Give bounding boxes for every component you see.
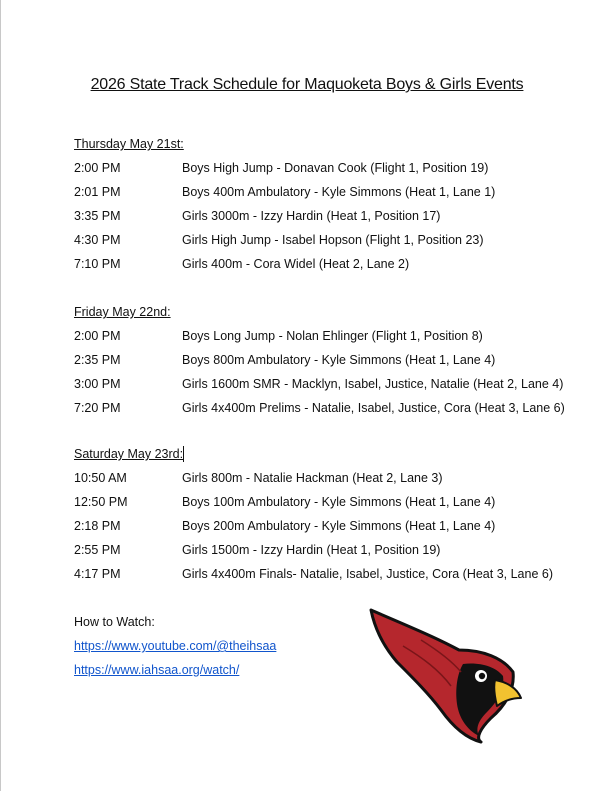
schedule-row: [74, 184, 554, 208]
iahsaa-watch-link[interactable]: https://www.iahsaa.org/watch/: [74, 663, 240, 677]
cardinal-beak-shape: [494, 680, 521, 706]
schedule-row: [74, 518, 554, 542]
schedule-row: [74, 376, 564, 400]
schedule-row: [74, 470, 554, 494]
schedule-row: [74, 160, 554, 184]
schedule-row: [74, 352, 554, 376]
schedule-row: [74, 256, 554, 280]
day-header: Friday May 22nd:: [74, 305, 171, 319]
event-description: Boys High Jump - Donavan Cook (Flight 1, Position 19): [182, 161, 489, 175]
event-time: 2:00 PM: [74, 329, 121, 343]
event-description: Girls 400m - Cora Widel (Heat 2, Lane 2): [182, 257, 410, 271]
event-time: 7:20 PM: [74, 401, 121, 415]
event-description: Boys 800m Ambulatory - Kyle Simmons (Heat 1, Lane 4): [182, 353, 496, 367]
day-header: Thursday May 21st:: [74, 137, 184, 151]
event-time: 2:00 PM: [74, 161, 121, 175]
event-time: 7:10 PM: [74, 257, 121, 271]
how-to-watch-label: How to Watch:: [74, 615, 155, 629]
event-description: Girls 1500m - Izzy Hardin (Heat 1, Position 19): [182, 543, 441, 557]
event-description: Girls 800m - Natalie Hackman (Heat 2, Lane 3): [182, 471, 443, 485]
youtube-link[interactable]: https://www.youtube.com/@theihsaa: [74, 639, 277, 653]
event-description: Boys 200m Ambulatory - Kyle Simmons (Heat 1, Lane 4): [182, 519, 496, 533]
how-to-watch-section: [74, 614, 276, 686]
day-section-friday: [74, 304, 565, 424]
cardinal-head-icon: [363, 606, 533, 746]
cardinal-eye-pupil: [479, 673, 485, 679]
event-description: Girls 3000m - Izzy Hardin (Heat 1, Position 17): [182, 209, 441, 223]
schedule-row: [74, 232, 554, 256]
schedule-row: [74, 542, 554, 566]
event-time: 2:18 PM: [74, 519, 121, 533]
text-cursor: [183, 446, 184, 462]
event-time: 12:50 PM: [74, 495, 128, 509]
event-description: Boys Long Jump - Nolan Ehlinger (Flight 1, Position 8): [182, 329, 483, 343]
event-time: 10:50 AM: [74, 471, 127, 485]
event-time: 2:35 PM: [74, 353, 121, 367]
day-header: [74, 446, 554, 470]
event-description: Girls 1600m SMR - Macklyn, Isabel, Justice, Natalie (Heat 2, Lane 4): [182, 377, 564, 391]
day-header-text: Saturday May 23rd:: [74, 447, 184, 461]
schedule-row: [74, 400, 565, 424]
event-description: Girls 4x400m Finals- Natalie, Isabel, Justice, Cora (Heat 3, Lane 6): [182, 567, 553, 581]
event-time: 3:00 PM: [74, 377, 121, 391]
event-time: 2:01 PM: [74, 185, 121, 199]
event-time: 4:17 PM: [74, 567, 121, 581]
event-description: Boys 100m Ambulatory - Kyle Simmons (Heat 1, Lane 4): [182, 495, 496, 509]
page-title: 2026 State Track Schedule for Maquoketa Boys & Girls Events: [90, 76, 524, 93]
schedule-row: [74, 208, 554, 232]
schedule-row: [74, 566, 554, 590]
schedule-row: [74, 328, 554, 352]
event-description: Girls 4x400m Prelims - Natalie, Isabel, Justice, Cora (Heat 3, Lane 6): [182, 401, 565, 415]
schedule-row: [74, 494, 554, 518]
event-time: 4:30 PM: [74, 233, 121, 247]
event-time: 2:55 PM: [74, 543, 121, 557]
day-section-thursday: [74, 136, 554, 280]
event-description: Boys 400m Ambulatory - Kyle Simmons (Heat 1, Lane 1): [182, 185, 496, 199]
event-time: 3:35 PM: [74, 209, 121, 223]
event-description: Girls High Jump - Isabel Hopson (Flight 1, Position 23): [182, 233, 484, 247]
day-section-saturday: [74, 446, 554, 590]
